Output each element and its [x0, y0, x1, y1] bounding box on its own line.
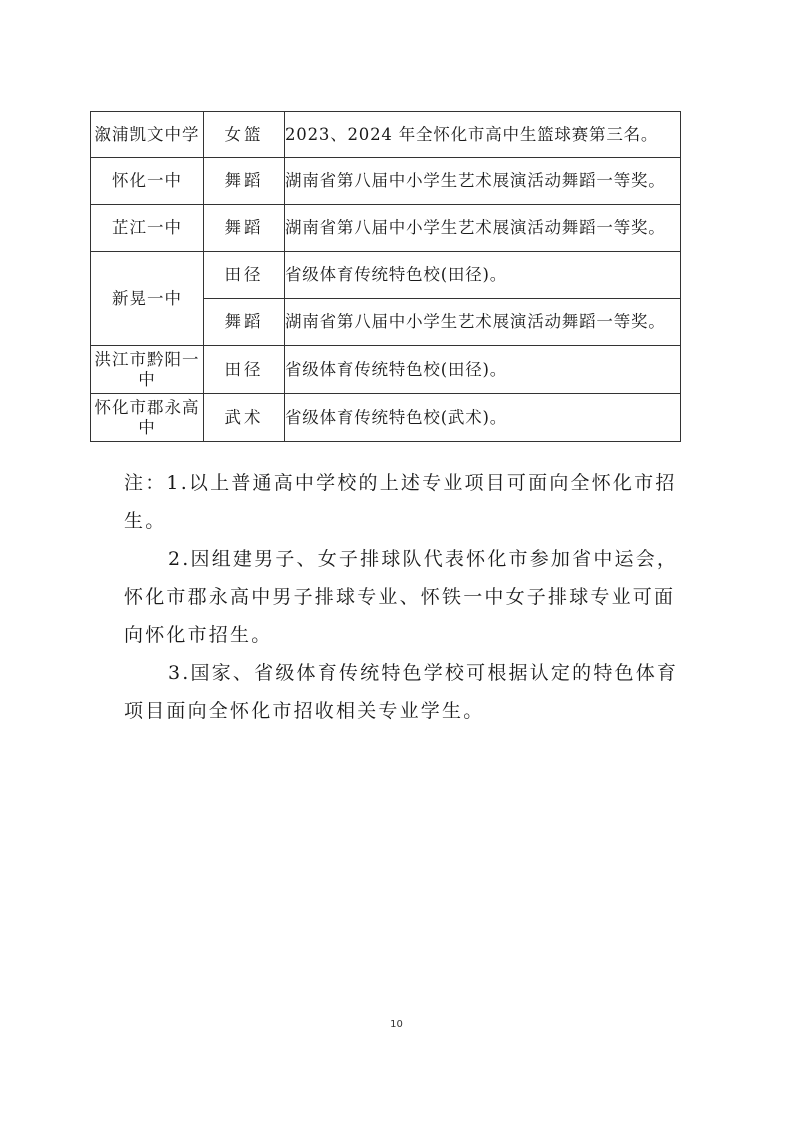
achievement-cell: 省级体育传统特色校(田径)。: [285, 252, 681, 299]
sport-cell: 田径: [204, 252, 285, 299]
table-row: [91, 158, 681, 205]
achievement-cell: 2023、2024 年全怀化市高中生篮球赛第三名。: [285, 112, 681, 158]
school-cell: 洪江市黔阳一中: [91, 346, 204, 394]
note-1: 注：1.以上普通高中学校的上述专业项目可面向全怀化市招生。: [124, 472, 677, 532]
sport-cell: 女篮: [204, 112, 285, 158]
sport-cell: 武术: [204, 394, 285, 442]
table-row: [91, 394, 681, 442]
page-number: 10: [390, 1019, 403, 1030]
school-cell: 溆浦凯文中学: [91, 112, 204, 158]
sport-cell: 舞蹈: [204, 158, 285, 205]
notes-section: [124, 464, 684, 730]
sport-cell: 田径: [204, 346, 285, 394]
table-row: [91, 346, 681, 394]
achievement-cell: 省级体育传统特色校(田径)。: [285, 346, 681, 394]
table-row: [91, 112, 681, 158]
achievement-cell: 省级体育传统特色校(武术)。: [285, 394, 681, 442]
achievement-cell: 湖南省第八届中小学生艺术展演活动舞蹈一等奖。: [285, 205, 681, 252]
achievement-cell: 湖南省第八届中小学生艺术展演活动舞蹈一等奖。: [285, 299, 681, 346]
school-cell: 怀化市郡永高中: [91, 394, 204, 442]
note-2: 2.因组建男子、女子排球队代表怀化市参加省中运会，怀化市郡永高中男子排球专业、怀铁一中女子排球专业可面向怀化市招生。: [124, 548, 679, 646]
achievement-cell: 湖南省第八届中小学生艺术展演活动舞蹈一等奖。: [285, 158, 681, 205]
note-3: 3.国家、省级体育传统特色学校可根据认定的特色体育项目面向全怀化市招收相关专业学生。: [124, 662, 679, 722]
sport-cell: 舞蹈: [204, 205, 285, 252]
table-row: [91, 252, 681, 299]
school-cell: 芷江一中: [91, 205, 204, 252]
school-cell: 新晃一中: [91, 252, 204, 346]
schools-table: [90, 111, 681, 442]
sport-cell: 舞蹈: [204, 299, 285, 346]
school-cell: 怀化一中: [91, 158, 204, 205]
table-row: [91, 205, 681, 252]
